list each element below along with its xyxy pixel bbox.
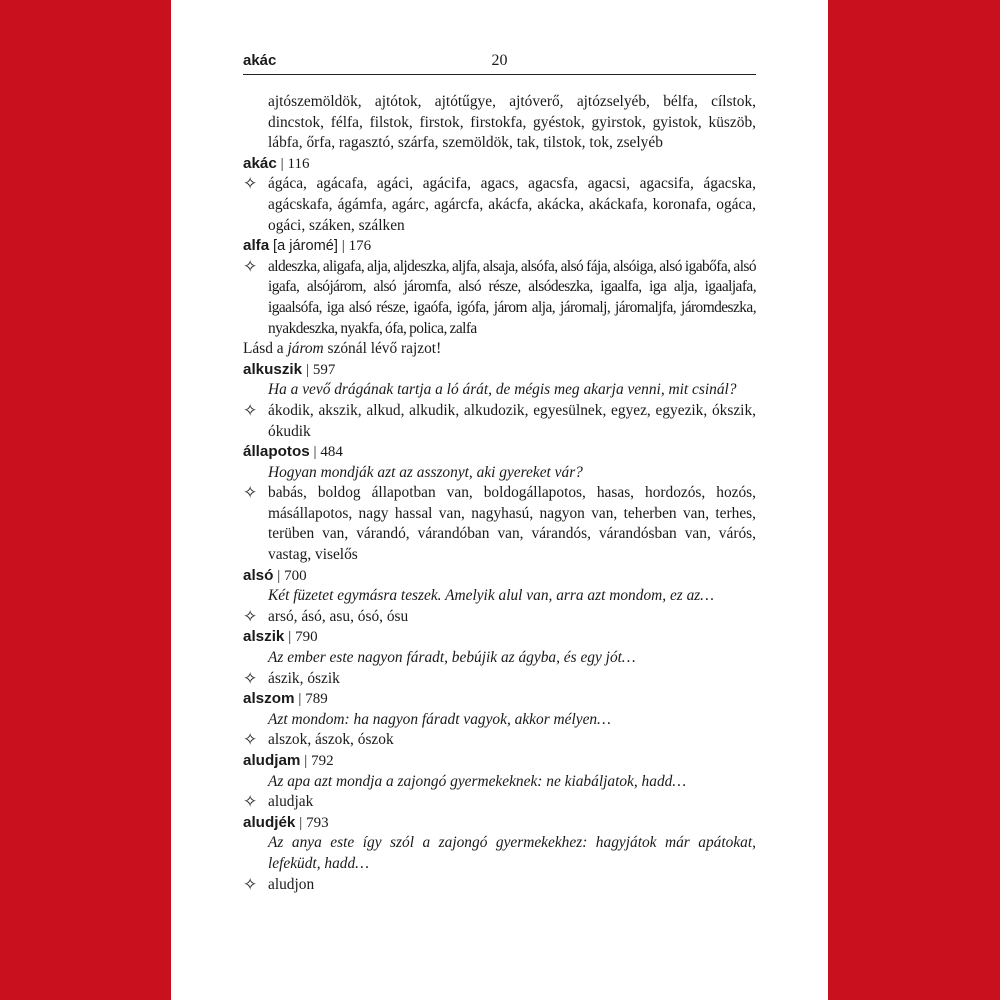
entry-number: 116: [287, 155, 310, 172]
variants: [243, 257, 756, 339]
see-also: [243, 339, 756, 360]
entry-number: 792: [311, 753, 334, 769]
star-icon: ✧: [243, 606, 258, 627]
entry-number: 597: [312, 361, 336, 378]
entry-headword: akác: [243, 154, 277, 172]
variants: [243, 730, 756, 751]
entry-number: 484: [320, 444, 343, 461]
sep: |: [304, 753, 308, 769]
sep: |: [277, 567, 281, 584]
entry-number: 789: [305, 691, 328, 708]
entry-headword: aludjam: [243, 752, 301, 769]
variants-text: ászik, ószik: [268, 669, 340, 687]
star-icon: ✧: [243, 874, 258, 895]
see-also-prefix: Lásd a: [243, 340, 284, 358]
dictionary-page: [171, 0, 828, 1000]
variants-text: alszok, ászok, ószok: [268, 731, 394, 749]
star-icon: ✧: [243, 730, 258, 751]
running-header: [243, 52, 756, 75]
variants: [243, 483, 756, 565]
star-icon: ✧: [243, 400, 258, 421]
question: Azt mondom: ha nagyon fáradt vagyok, akkor mélyen…: [268, 710, 611, 728]
entry-number: 700: [284, 567, 307, 584]
sep: |: [305, 361, 309, 378]
entry-alszom: [243, 689, 756, 751]
entry-headword: alsó: [243, 566, 274, 584]
variants-text: ágáca, agácafa, agáci, agácifa, agacs, agacsfa, agacsi, agacsifa, ágacska, agácskafa, ágámfa, agárc, agárcfa, akácfa, akácka, akáckafa, koronafa, ogáca, ogáci, száken, szálken: [268, 175, 756, 234]
entry-also: [243, 566, 756, 628]
question: Az anya este így szól a zajongó gyermekekhez: hagyjátok már apátokat, lefeküdt, hadd…: [268, 834, 756, 872]
question: Az ember este nagyon fáradt, bebújik az ágyba, és egy jót…: [268, 649, 636, 667]
variants-text: arsó, ásó, asu, ósó, ósu: [268, 607, 409, 625]
sep: |: [299, 814, 303, 831]
variants: [243, 607, 756, 628]
entry-alszik: [243, 627, 756, 689]
entry-headword: alszik: [243, 628, 285, 646]
variants-text: ákodik, akszik, alkud, alkudik, alkudozik, egyesülnek, egyez, egyezik, ókszik, ókudik: [268, 401, 756, 440]
continuation-text: ajtószemöldök, ajtótok, ajtótűgye, ajtóverő, ajtózselyéb, bélfa, cílstok, dincstok, félfa, filstok, firstok, firstokfa, gyéstok, gyirstok, gyistok, küszöb, lábfa, őrfa, ragasztó, szárfa, szemöldök, tak, tilstok, tok, zselyéb: [268, 93, 756, 152]
variants: [243, 792, 756, 813]
entry-alkuszik: [243, 360, 756, 442]
star-icon: ✧: [243, 483, 258, 504]
entry-headword: alkuszik: [243, 360, 303, 378]
question: Ha a vevő drágának tartja a ló árát, de mégis meg akarja venni, mit csinál?: [268, 381, 737, 399]
entry-alfa: [243, 236, 756, 360]
variants-text: aldeszka, aligafa, alja, aljdeszka, aljfa, alsaja, alsófa, alsó fája, alsóiga, alsó igabőfa, alsó igafa, alsójárom, alsó járomfa, alsó része, alsódeszka, igaalfa, iga alja, igaaljafa, igaalsófa, iga alsó része, igaófa, igófa, járom alja, járomalj, járomaljfa, járomdeszka, nyakdeszka, nyakfa, ófa, polica, zalfa: [268, 257, 756, 337]
question: Hogyan mondják azt az asszonyt, aki gyereket vár?: [268, 463, 583, 481]
variants-text: aludjak: [268, 793, 314, 811]
variants-text: aludjon: [268, 875, 315, 893]
see-also-suffix: szónál lévő rajzot!: [327, 340, 442, 358]
variants-text: babás, boldog állapotban van, boldogállapotos, hasas, hordozós, hozós, másállapotos, nagy hassal van, nagyhasú, nagyon van, teherben van, terhes, terüben van, várandó, várandóban van, várandós, várandósban van, várós, vastag, viselős: [268, 484, 756, 564]
entry-headword: aludjék: [243, 813, 296, 831]
variants: [243, 875, 756, 896]
sep: |: [280, 155, 284, 172]
sep: |: [298, 691, 302, 708]
page-number: 20: [491, 52, 508, 69]
question: Az apa azt mondja a zajongó gyermekeknek: ne kiabáljatok, hadd…: [268, 772, 687, 790]
entry-headword: állapotos: [243, 443, 310, 461]
header-headword: akác: [243, 52, 277, 69]
star-icon: ✧: [243, 792, 258, 813]
variants: [243, 174, 756, 236]
see-also-word: járom: [287, 340, 324, 358]
entry-headword: alszom: [243, 690, 295, 708]
entry-headword: alfa: [243, 237, 270, 255]
star-icon: ✧: [243, 174, 258, 195]
sep: |: [341, 238, 345, 255]
entries-column: [243, 92, 756, 895]
star-icon: ✧: [243, 668, 258, 689]
sep: |: [313, 444, 317, 461]
entry-number: 793: [306, 814, 329, 831]
entry-number: 790: [295, 629, 318, 646]
entry-number: 176: [348, 238, 372, 255]
entry-aludjek: [243, 813, 756, 895]
star-icon: ✧: [243, 256, 257, 277]
question: Két füzetet egymásra teszek. Amelyik alul van, arra azt mondom, ez az…: [268, 587, 714, 605]
variants: [243, 401, 756, 442]
entry-allapotos: [243, 442, 756, 566]
entry-akac: [243, 154, 756, 236]
variants: [243, 669, 756, 690]
entry-note: [a járomé]: [273, 238, 338, 255]
sep: |: [288, 629, 292, 646]
entry-aludjam: [243, 751, 756, 813]
